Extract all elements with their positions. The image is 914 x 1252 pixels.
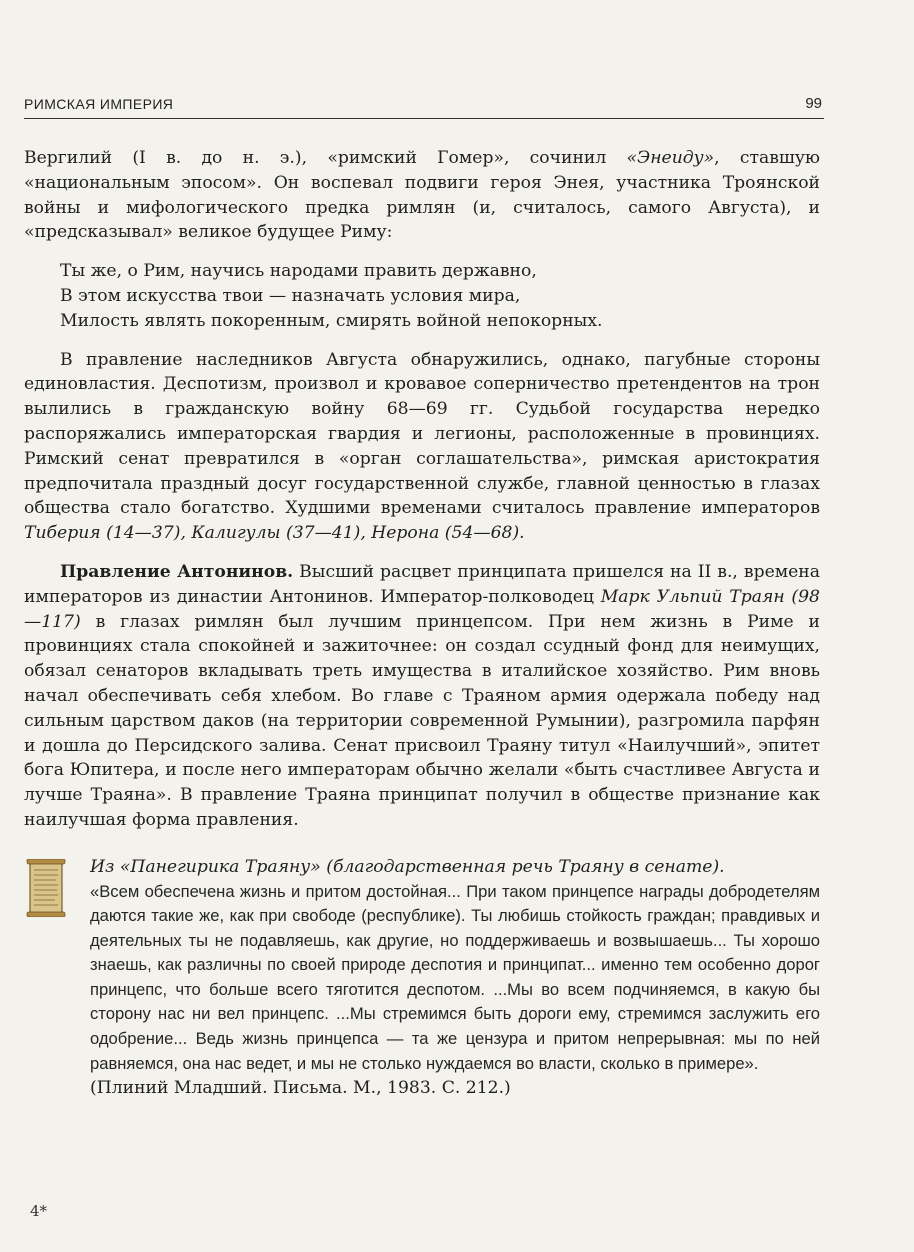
- source-title: Из «Панегирика Траяну» (благодарственная речь Траяну в сенате).: [90, 856, 725, 877]
- source-document-block: [24, 855, 820, 1101]
- running-header: [24, 92, 824, 119]
- page-content: [24, 146, 820, 1101]
- paragraph-antonines: [24, 560, 820, 833]
- paragraph-successors: [24, 348, 820, 546]
- paragraph-text: Высший расцвет принципата пришелся на II в., времена императоров из династии Антонинов. Император-полководец: [24, 561, 820, 607]
- paragraph-vergil: [24, 146, 820, 245]
- paragraph-text: В правление наследников Августа обнаружились, однако, пагубные стороны единовластия. Деспотизм, произвол и кровавое соперничество претендентов на трон вылились в гражданскую войну 68—69 гг. Судьбой государства нередко распоряжались императорская гвардия и легионы, расположенные в провинциях. Римский сенат превратился в «орган соглашательства», римская аристократия предпочитала праздный досуг государственной службе, главной ценностью в глазах общества стало богатство. Худшими временами считалось правление императоров: [24, 349, 820, 519]
- scroll-icon: [26, 859, 66, 917]
- verse-line: Милость являть покоренным, смирять войной непокорных.: [60, 310, 603, 331]
- paragraph-text: в глазах римлян был лучшим принцепсом. При нем жизнь в Риме и провинциях стала спокойней и зажиточнее: он создал ссудный фонд для неимущих, обязал сенаторов вкладывать треть имущества в италийское хозяйство. Рим вновь начал обеспечивать себя хлебом. Во главе с Траяном армия одержала победу над сильным царством даков (на территории современной Румынии), разгромила парфян и дошла до Персидского залива. Сенат присвоил Траяну титул «Наилучший», эпитет бога Юпитера, и после него императорам обычно желали «быть счастливее Августа и лучше Траяна». В правление Траяна принципат получил в обществе признание как наилучшая форма правления.: [24, 611, 820, 830]
- aeneid-title: «Энеиду»: [626, 148, 715, 168]
- emperors-names: Тиберия (14—37), Калигулы (37—41), Нерона (54—68).: [24, 523, 525, 544]
- page-number: 99: [805, 95, 822, 112]
- source-citation: (Плиний Младший. Письма. М., 1983. С. 212.): [90, 1078, 511, 1099]
- source-quote: «Всем обеспечена жизнь и притом достойная... При таком принцепсе награды добродетелям даются такие же, как при свободе (республике). Ты любишь стойкость граждан; правдивых и деятельных ты не подавляешь, как другие, но поддерживаешь и возвышаешь... Ты хорошо знаешь, как различны по своей природе деспотия и принципат... именно тем особенно дорог принцепс, что больше всего тяготится деспотом. ...Мы во всем подчиняемся, в какую бы сторону нас ни вел принцепс. ...Мы стремимся быть дороги ему, стремимся заслужить его одобрение... Ведь жизнь принцепса — та же цензура и притом непрерывная: мы по ней равняемся, она нас ведет, и мы не столько нуждаемся во власти, сколько в примере».: [90, 881, 820, 1073]
- signature-mark: 4*: [30, 1202, 48, 1220]
- verse-quote: [60, 259, 820, 333]
- verse-line: Ты же, о Рим, научись народами править державно,: [60, 261, 537, 282]
- verse-line: В этом искусства твои — назначать условия мира,: [60, 285, 521, 306]
- paragraph-text: , ставшую «национальным эпосом». Он воспевал подвиги героя Энея, участника Троянской войны и мифологического предка римлян (и, считалось, самого Августа), и «предсказывал» великое будущее Риму:: [24, 148, 820, 243]
- section-heading: Правление Антонинов.: [60, 561, 294, 582]
- header-title: РИМСКАЯ ИМПЕРИЯ: [24, 96, 174, 112]
- paragraph-text: Вергилий (I в. до н. э.), «римский Гомер», сочинил: [24, 148, 627, 168]
- trajan-name: Марк Ульпий Траян (98—117): [24, 586, 820, 632]
